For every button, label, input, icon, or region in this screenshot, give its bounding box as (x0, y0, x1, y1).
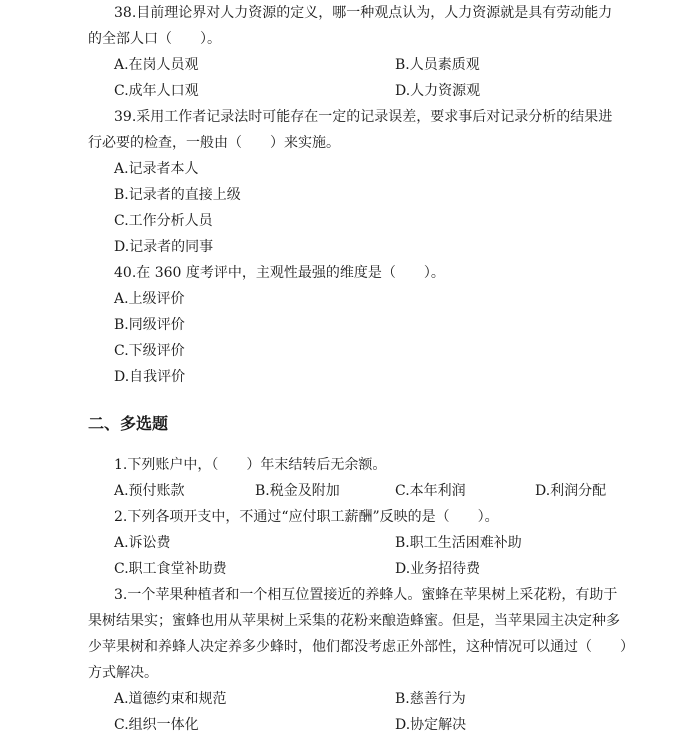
q39-stem-line1: 39.采用工作者记录法时可能存在一定的记录误差，要求事后对记录分析的结果进 (114, 109, 613, 125)
q39-option-a: A.记录者本人 (114, 161, 199, 177)
m2-option-a: A.诉讼费 (114, 535, 171, 551)
q40-option-c: C.下级评价 (114, 343, 185, 359)
q38-option-b: B.人员素质观 (395, 57, 480, 73)
q39-option-d: D.记录者的同事 (114, 239, 214, 255)
q38-option-a: A.在岗人员观 (114, 57, 199, 73)
q40-stem-line1: 40.在 360 度考评中，主观性最强的维度是（ ）。 (114, 265, 445, 281)
m3-option-c: C.组织一体化 (114, 717, 199, 733)
m3-stem-line2: 果树结果实；蜜蜂也用从苹果树上采集的花粉来酿造蜂蜜。但是，当苹果园主决定种多 (88, 613, 620, 629)
m2-option-b: B.职工生活困难补助 (395, 535, 522, 551)
section-heading-multiple-choice: 二、多选题 (88, 414, 169, 433)
m3-stem-line1: 3.一个苹果种植者和一个相互位置接近的养蜂人。蜜蜂在苹果树上采花粉，有助于 (114, 587, 618, 603)
q38-option-d: D.人力资源观 (395, 83, 481, 99)
m3-option-b: B.慈善行为 (395, 691, 466, 707)
q38-option-c: C.成年人口观 (114, 83, 199, 99)
m1-stem-line1: 1.下列账户中，（ ）年末结转后无余额。 (114, 457, 387, 473)
m3-option-d: D.协定解决 (395, 717, 467, 733)
m3-stem-line3: 少苹果树和养蜂人决定养多少蜂时，他们都没考虑正外部性，这种情况可以通过（ ） (88, 639, 634, 655)
m3-stem-line4: 方式解决。 (88, 665, 158, 681)
m1-option-b: B.税金及附加 (255, 483, 340, 499)
q39-option-b: B.记录者的直接上级 (114, 187, 241, 203)
m2-stem-line1: 2.下列各项开支中，不通过“应付职工薪酬”反映的是（ ）。 (114, 509, 499, 525)
m2-option-d: D.业务招待费 (395, 561, 481, 577)
m3-option-a: A.道德约束和规范 (114, 691, 227, 707)
m1-option-a: A.预付账款 (114, 483, 185, 499)
q40-option-b: B.同级评价 (114, 317, 185, 333)
m1-option-c: C.本年利润 (395, 483, 466, 499)
m1-option-d: D.利润分配 (535, 483, 607, 499)
q40-option-d: D.自我评价 (114, 369, 186, 385)
q38-stem-line2: 的全部人口（ ）。 (88, 31, 221, 47)
q40-option-a: A.上级评价 (114, 291, 185, 307)
q38-stem-line1: 38.目前理论界对人力资源的定义，哪一种观点认为，人力资源就是具有劳动能力 (114, 5, 613, 21)
m2-option-c: C.职工食堂补助费 (114, 561, 227, 577)
q39-option-c: C.工作分析人员 (114, 213, 213, 229)
q39-stem-line2: 行必要的检查，一般由（ ）来实施。 (88, 135, 340, 151)
